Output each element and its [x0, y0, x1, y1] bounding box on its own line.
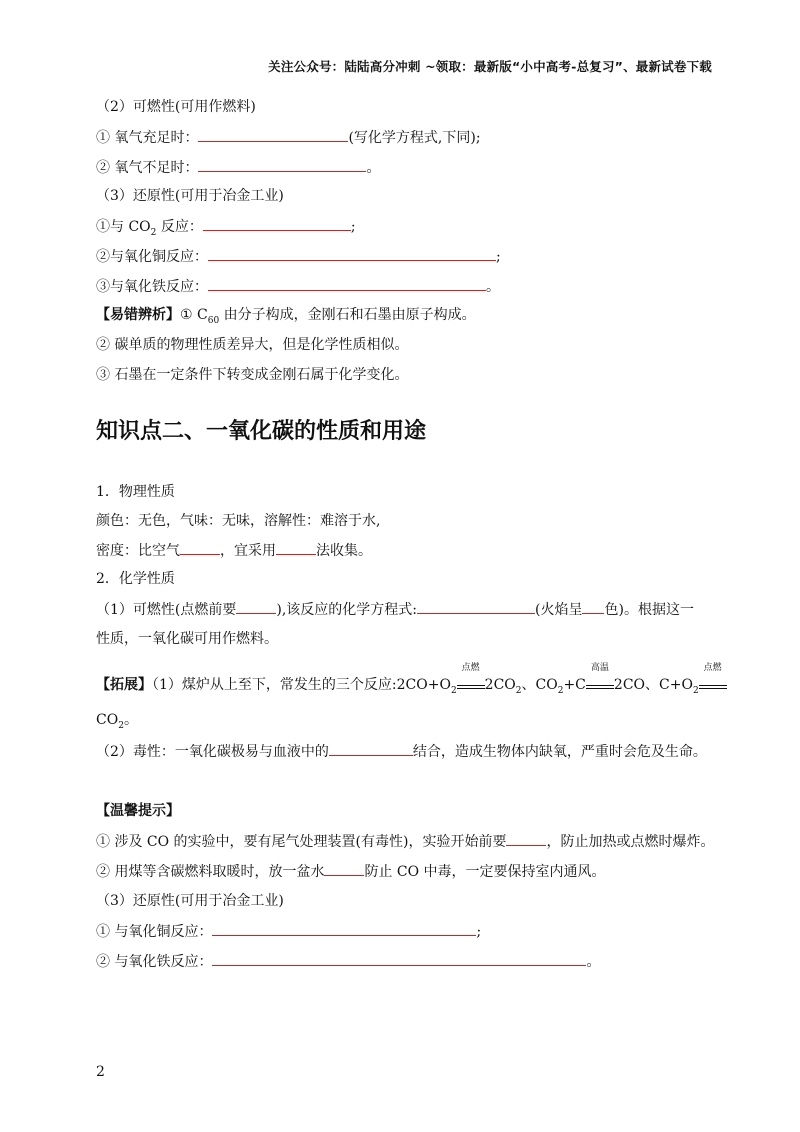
- physical-title: 1．物理性质: [96, 484, 175, 500]
- answer-blank[interactable]: [180, 540, 220, 555]
- density-label: 密度：比空气: [96, 543, 180, 559]
- page-number: 2: [96, 1064, 105, 1080]
- physical-color: 颜色：无色，气味：无味，溶解性：难溶于水,: [96, 513, 381, 529]
- answer-blank[interactable]: [212, 951, 586, 966]
- subscript: 2: [118, 720, 124, 731]
- page-header: 关注公众号：陆陆高分冲刺 ~领取：最新版“小中高考-总复习”、最新试卷下载: [268, 59, 712, 74]
- extension-text: 2CO: [484, 677, 516, 693]
- section-reducibility-2: （3）还原性(可用于冶金工业): [96, 893, 284, 909]
- tip-text: ① 涉及 CO 的实验中，要有尾气处理装置(有毒性)，实验开始前要: [96, 834, 507, 850]
- react-co2-label: ①与 CO: [96, 219, 151, 235]
- tip-line-1: [96, 831, 714, 852]
- period: 。: [486, 279, 500, 295]
- trap-line-3: ③ 石墨在一定条件下转变成金刚石属于化学变化。: [96, 367, 409, 383]
- oxygen-insufficient-line: [96, 157, 380, 178]
- subscript: 2: [692, 685, 699, 696]
- extension-text: （1）煤炉从上至下，常发生的三个反应:2CO+O: [152, 677, 451, 693]
- semicolon: ;: [476, 924, 482, 940]
- condition-arrow: [457, 663, 485, 689]
- react-fe2o3-label: ③与氧化铁反应：: [96, 279, 208, 295]
- subscript: 2: [557, 685, 564, 696]
- trap-text-tail: 由分子构成，金刚石和石墨由原子构成。: [219, 307, 476, 323]
- extension-text: +C: [563, 677, 586, 693]
- section-combustibility: （2）可燃性(可用作燃料): [96, 99, 256, 115]
- combust-text-4: 色)。根据这一: [604, 602, 694, 618]
- answer-blank[interactable]: [236, 599, 276, 614]
- semicolon: ;: [350, 219, 356, 235]
- subscript: 2: [515, 685, 522, 696]
- subscript: 60: [207, 315, 220, 326]
- tip-text-tail: 防止 CO 中毒，一定要保持室内通风。: [364, 864, 606, 880]
- condition-arrow: [699, 663, 727, 689]
- tip-text: ② 用煤等含碳燃料取暖时，放一盆水: [96, 864, 325, 880]
- extension-cont: [96, 710, 138, 736]
- subscript: 2: [450, 685, 457, 696]
- condition-arrow: [586, 663, 614, 689]
- period: 。: [586, 954, 601, 970]
- trap-label: 【易错辨析】: [96, 307, 180, 323]
- trap-text: ① C: [180, 307, 208, 323]
- react-cuo-label: ②与氧化铜反应：: [96, 249, 208, 265]
- answer-blank[interactable]: [329, 741, 413, 756]
- oxygen-sufficient-line: [96, 127, 481, 148]
- condition-label: 点燃: [461, 663, 480, 673]
- condition-label: 点燃: [703, 663, 722, 673]
- extension-label: 【拓展】: [96, 677, 152, 693]
- extension-line: [96, 663, 727, 701]
- period: 。: [366, 160, 381, 176]
- answer-blank[interactable]: [198, 157, 366, 172]
- answer-blank[interactable]: [212, 921, 476, 936]
- combust-text-2: ),该反应的化学方程式:: [276, 602, 418, 618]
- toxicity-text: （2）毒性：一氧化碳极易与血液中的: [96, 744, 329, 760]
- oxygen-insufficient-label: ② 氧气不足时：: [96, 160, 199, 176]
- answer-blank[interactable]: [417, 599, 535, 614]
- period: 。: [123, 712, 138, 728]
- react-cuo-line: [96, 246, 501, 267]
- answer-blank[interactable]: [203, 216, 351, 231]
- react-fe2o3-line: [96, 276, 500, 297]
- chemical-title: 2．化学性质: [96, 571, 175, 587]
- combust-text-3: (火焰呈: [535, 602, 583, 618]
- toxicity-text-tail: 结合，造成生物体内缺氧，严重时会危及生命。: [412, 744, 707, 760]
- answer-blank[interactable]: [582, 599, 604, 614]
- co-combustion-cont: 性质，一氧化碳可用作燃料。: [96, 631, 278, 647]
- combust-text: （1）可燃性(点燃前要: [96, 602, 237, 618]
- density-tail: 法收集。: [316, 543, 372, 559]
- density-mid: ，宜采用: [220, 543, 276, 559]
- co-combustion-line: [96, 599, 694, 620]
- co-fe2o3-label: ② 与氧化铁反应：: [96, 954, 213, 970]
- answer-blank[interactable]: [324, 861, 364, 876]
- co-cuo-label: ① 与氧化铜反应：: [96, 924, 213, 940]
- oxygen-sufficient-note: (写化学方程式,下同);: [348, 130, 481, 146]
- react-co2-line: [96, 216, 356, 243]
- toxicity-line: [96, 741, 707, 762]
- answer-blank[interactable]: [276, 540, 316, 555]
- co-cuo-line: [96, 921, 481, 942]
- answer-blank[interactable]: [198, 127, 348, 142]
- tip-label: 【温馨提示】: [96, 803, 180, 819]
- subscript: 2: [150, 227, 157, 238]
- react-co2-label-tail: 反应：: [156, 219, 203, 235]
- extension-text: CO: [96, 712, 119, 728]
- answer-blank[interactable]: [506, 831, 546, 846]
- trap-line-1: [96, 305, 476, 331]
- trap-line-2: ② 碳单质的物理性质差异大，但是化学性质相似。: [96, 337, 409, 353]
- condition-label: 高温: [590, 663, 609, 673]
- physical-density-line: [96, 540, 372, 561]
- co-fe2o3-line: [96, 951, 600, 972]
- extension-text: 2CO、C+O: [613, 677, 693, 693]
- section-reducibility-1: （3）还原性(可用于冶金工业): [96, 188, 284, 204]
- semicolon: ;: [496, 249, 501, 265]
- section-heading: 知识点二、一氧化碳的性质和用途: [96, 419, 427, 444]
- oxygen-sufficient-label: ① 氧气充足时：: [96, 130, 199, 146]
- tip-text-tail: ，防止加热或点燃时爆炸。: [546, 834, 715, 850]
- extension-text: 、CO: [521, 677, 558, 693]
- tip-line-2: [96, 861, 606, 882]
- answer-blank[interactable]: [208, 246, 496, 261]
- answer-blank[interactable]: [208, 276, 486, 291]
